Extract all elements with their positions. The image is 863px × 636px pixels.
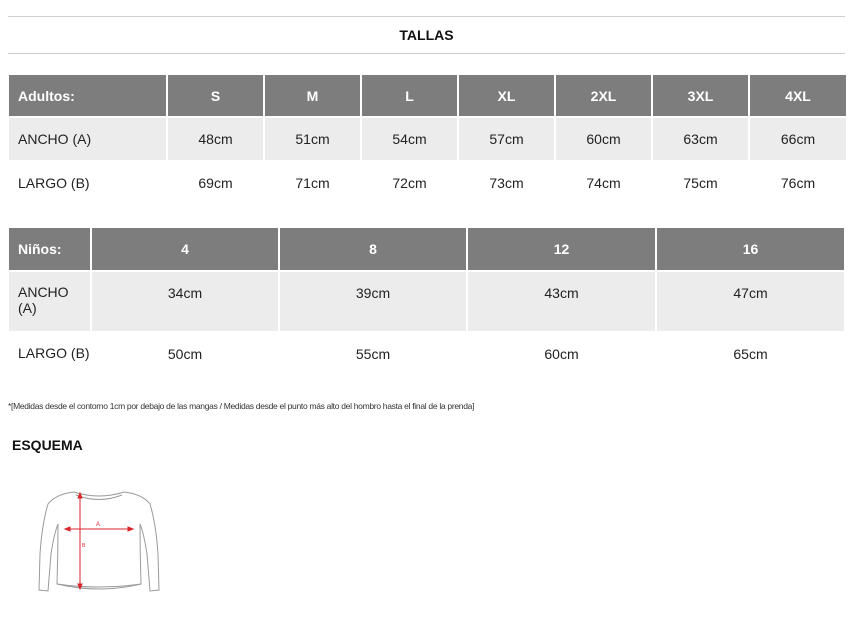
table-cell: 72cm — [392, 175, 427, 191]
table-cell: 66cm — [750, 118, 846, 160]
label-a: A — [96, 522, 101, 528]
table-cell: 57cm — [459, 118, 554, 160]
adult-size-table — [7, 73, 848, 206]
row-label: ANCHO (A) — [9, 118, 166, 160]
table-cell: 75cm — [683, 175, 718, 191]
adult-header-row — [9, 75, 846, 116]
kids-size-table — [7, 226, 846, 394]
table-cell: 63cm — [653, 118, 748, 160]
table-cell: 47cm — [657, 272, 844, 331]
size-header-s: S — [168, 75, 263, 116]
size-header-4xl: 4XL — [750, 75, 846, 116]
sweater-diagram — [36, 484, 162, 596]
table-cell: 54cm — [362, 118, 457, 160]
table-cell: 73cm — [489, 175, 524, 191]
table-row — [9, 162, 846, 204]
table-cell: 51cm — [265, 118, 360, 160]
table-cell: 50cm — [167, 346, 203, 362]
size-header-2xl: 2XL — [556, 75, 651, 116]
table-cell: 43cm — [468, 272, 655, 331]
size-header-8: 8 — [280, 228, 466, 270]
table-cell: 60cm — [544, 346, 579, 362]
table-cell: 39cm — [280, 272, 466, 331]
table-cell: 74cm — [586, 175, 621, 191]
table-row — [9, 333, 844, 392]
kids-header-row — [9, 228, 844, 270]
label-b: B — [82, 543, 86, 549]
table-cell: 71cm — [295, 175, 330, 191]
size-header-12: 12 — [468, 228, 655, 270]
kids-header-label: Niños: — [9, 228, 90, 270]
table-row — [9, 118, 846, 160]
table-cell: 76cm — [780, 175, 816, 191]
table-cell: 65cm — [733, 346, 768, 362]
measure-arrows — [65, 493, 133, 589]
row-label: ANCHO (A) — [9, 272, 90, 331]
table-row — [9, 272, 844, 331]
size-header-m: M — [265, 75, 360, 116]
table-cell: 60cm — [556, 118, 651, 160]
size-header-16: 16 — [657, 228, 844, 270]
size-header-3xl: 3XL — [653, 75, 748, 116]
page-title: TALLAS — [8, 16, 845, 54]
size-header-4: 4 — [92, 228, 278, 270]
row-label: LARGO (B) — [18, 345, 90, 361]
scheme-title: ESQUEMA — [12, 437, 83, 453]
size-header-xl: XL — [459, 75, 554, 116]
measurement-note: *[Medidas desde el contorno 1cm por debajo de las mangas / Medidas desde el punto más alto del hombro hasta el final de la prenda] — [8, 401, 475, 411]
adult-header-label: Adultos: — [9, 75, 166, 116]
row-label: LARGO (B) — [18, 175, 90, 191]
table-cell: 34cm — [92, 272, 278, 331]
table-cell: 48cm — [168, 118, 263, 160]
table-cell: 69cm — [198, 175, 233, 191]
table-cell: 55cm — [355, 346, 391, 362]
size-header-l: L — [362, 75, 457, 116]
sweater-outline — [39, 492, 159, 591]
